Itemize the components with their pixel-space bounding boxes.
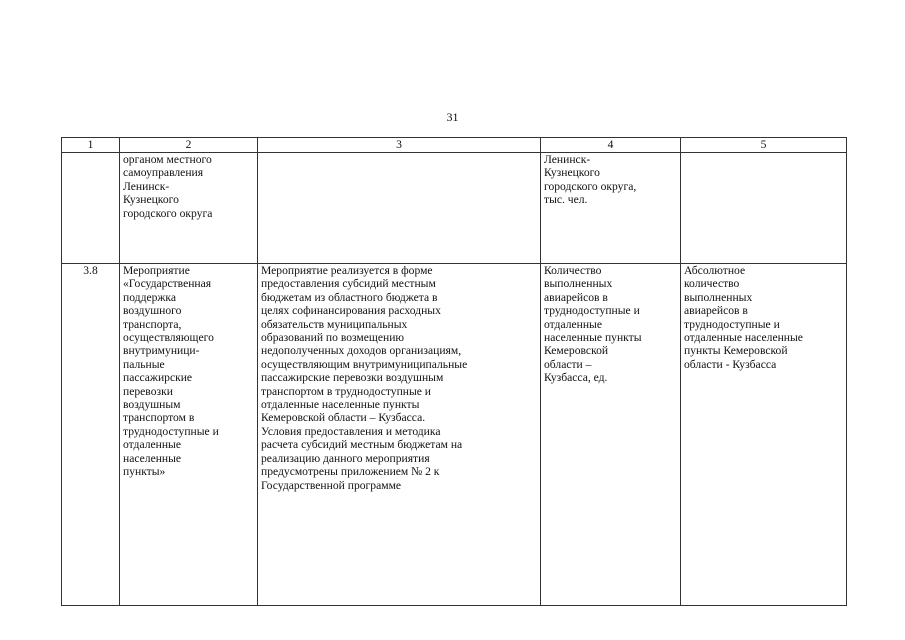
measure-description-cell: Мероприятие реализуется в форме предоставления субсидий местным бюджетам из областного бюджета в целях софинансирования расходных обязательств муниципальных образований по возмещению недополученных доходов организациям, осуществляющим внутримуниципальные пассажирские перевозки воздушным транспортом в труднодоступные и отдаленные населенные пункты Кемеровской области – Кузбасса. Условия предоставления и методика расчета субсидий местным бюджетам на реализацию данного мероприятия предусмотрены приложением № 2 к Государственной программе <box>258 264 541 606</box>
column-header-2: 2 <box>120 138 258 153</box>
indicator-name-cell: Количество выполненных авиарейсов в труднодоступные и отдаленные населенные пункты Кемеровской области – Кузбасса, ед. <box>541 264 681 606</box>
table-row <box>62 153 847 264</box>
table-row <box>62 264 847 606</box>
indicator-name-cell: Ленинск- Кузнецкого городского округа, тыс. чел. <box>541 153 681 264</box>
measure-name-cell: Мероприятие «Государственная поддержка воздушного транспорта, осуществляющего внутримуници- пальные пассажирские перевозки воздушным транспортом в труднодоступные и отдаленные населенные пункты» <box>120 264 258 606</box>
row-number-cell <box>62 153 120 264</box>
table-header-row <box>62 138 847 153</box>
indicator-method-cell: Абсолютное количество выполненных авиарейсов в труднодоступные и отдаленные населенные пункты Кемеровской области - Кузбасса <box>681 264 847 606</box>
measure-name-cell: органом местного самоуправления Ленинск- Кузнецкого городского округа <box>120 153 258 264</box>
page-number: 31 <box>446 110 459 124</box>
column-header-1: 1 <box>62 138 120 153</box>
column-header-3: 3 <box>258 138 541 153</box>
column-header-4: 4 <box>541 138 681 153</box>
row-number-cell: 3.8 <box>62 264 120 606</box>
indicator-method-cell <box>681 153 847 264</box>
column-header-5: 5 <box>681 138 847 153</box>
measures-table <box>61 137 847 606</box>
measure-description-cell <box>258 153 541 264</box>
